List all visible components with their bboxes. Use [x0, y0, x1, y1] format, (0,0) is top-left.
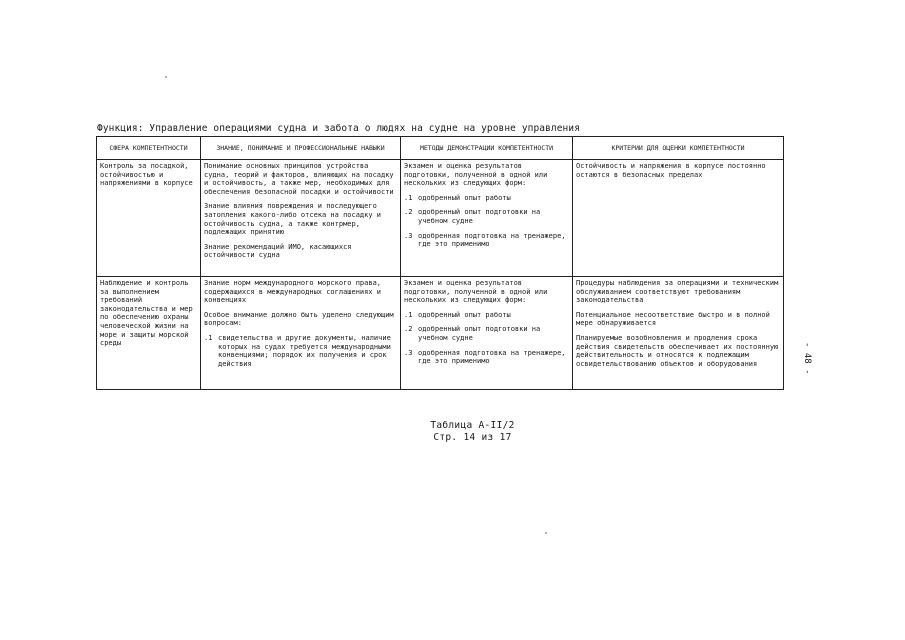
method-text: одобренный опыт работы — [418, 310, 511, 319]
method-item — [404, 311, 569, 320]
table-caption: Функция: Управление операциями судна и забота о людях на судне на уровне управления — [97, 123, 581, 134]
competence-table — [96, 136, 784, 390]
method-item — [404, 208, 569, 225]
knowledge-cell — [201, 277, 401, 390]
knowledge-item — [204, 334, 397, 368]
criteria-paragraph: Планируемые возобновления и продления срока действия свидетельств обеспечивает их постоянную действительность и относятся к подлежащим освидетельствованию объектов и оборудования — [576, 333, 779, 368]
criteria-paragraph: Потенциальное несоответствие быстро и в полной мере обнаруживается — [576, 310, 770, 328]
methods-cell — [401, 160, 573, 277]
method-item — [404, 232, 569, 249]
methods-intro: Экзамен и оценка результатов подготовки, полученной в одной или нескольких из следующих форм: — [404, 279, 548, 305]
method-item — [404, 325, 569, 342]
table-label: Таблица А-II/2 — [430, 420, 515, 431]
page-number: - 48 - — [802, 342, 812, 375]
header-criteria: КРИТЕРИИ ДЛЯ ОЦЕНКИ КОМПЕТЕНТНОСТИ — [573, 137, 784, 160]
criteria-paragraph: Процедуры наблюдения за операциями и техническим обслуживанием соответствуют требованиям законодательства — [576, 279, 779, 305]
sphere-cell — [97, 277, 201, 390]
knowledge-paragraph: Понимание основных принципов устройства судна, теорий и факторов, влияющих на посадку и остойчивость, а также мер, необходимых для обеспечения безопасной посадки и остойчивости — [204, 162, 394, 196]
method-number: .3 — [404, 231, 413, 240]
table-row — [97, 160, 784, 277]
methods-cell — [401, 277, 573, 390]
knowledge-paragraph: Знание влияния повреждения и последующего затопления какого-либо отсека на посадку и остойчивость судна, а также контрмер, подлежащих принятию — [204, 202, 382, 237]
method-text: одобренный опыт работы — [418, 193, 511, 202]
method-number: .2 — [404, 325, 413, 334]
method-text: одобренная подготовка на тренажере, где это применимо — [418, 348, 566, 366]
sphere-cell — [97, 160, 201, 277]
table-header-row — [97, 137, 784, 160]
method-text: одобренный опыт подготовки на учебном судне — [418, 208, 541, 225]
table-row — [97, 277, 784, 390]
knowledge-paragraph: Знание норм международного морского права, содержащихся в международных соглашениях и конвенциях — [204, 279, 382, 305]
header-knowledge: ЗНАНИЕ, ПОНИМАНИЕ И ПРОФЕССИОНАЛЬНЫЕ НАВЫКИ — [201, 137, 401, 160]
method-number: .2 — [404, 208, 413, 217]
method-text: одобренный опыт подготовки на учебном судне — [418, 325, 541, 342]
knowledge-item-text: свидетельства и другие документы, наличие которых на судах требуется международными конвенциями; порядок их получения и срок действия — [218, 333, 391, 368]
method-number: .3 — [404, 348, 413, 357]
methods-intro: Экзамен и оценка результатов подготовки, полученной в одной или нескольких из следующих форм: — [404, 162, 548, 188]
scan-speck — [545, 532, 547, 534]
knowledge-paragraph: Знание рекомендаций ИМО, касающихся остойчивости судна — [204, 242, 352, 260]
scan-speck — [165, 76, 167, 78]
criteria-paragraph: Остойчивость и напряжения в корпусе постоянно остаются в безопасных пределах — [576, 162, 766, 179]
knowledge-item-number: .1 — [204, 333, 213, 342]
method-number: .1 — [404, 310, 413, 319]
header-sphere: СФЕРА КОМПЕТЕНТНОСТИ — [97, 137, 201, 160]
knowledge-paragraph: Особое внимание должно быть уделено следующим вопросам: — [204, 310, 394, 328]
page-counter: Стр. 14 из 17 — [433, 432, 512, 443]
method-item — [404, 194, 569, 203]
sphere-text: Наблюдение и контроль за выполнением требований законодательства и мер по обеспечению охраны человеческой жизни на море и защиты морской среды — [100, 279, 193, 348]
method-number: .1 — [404, 193, 413, 202]
header-methods: МЕТОДЫ ДЕМОНСТРАЦИИ КОМПЕТЕНТНОСТИ — [401, 137, 573, 160]
method-item — [404, 349, 569, 366]
sphere-text: Контроль за посадкой, остойчивостью и напряжениями в корпусе — [100, 162, 193, 188]
criteria-cell — [573, 160, 784, 277]
knowledge-cell — [201, 160, 401, 277]
criteria-cell — [573, 277, 784, 390]
method-text: одобренная подготовка на тренажере, где это применимо — [418, 231, 566, 249]
